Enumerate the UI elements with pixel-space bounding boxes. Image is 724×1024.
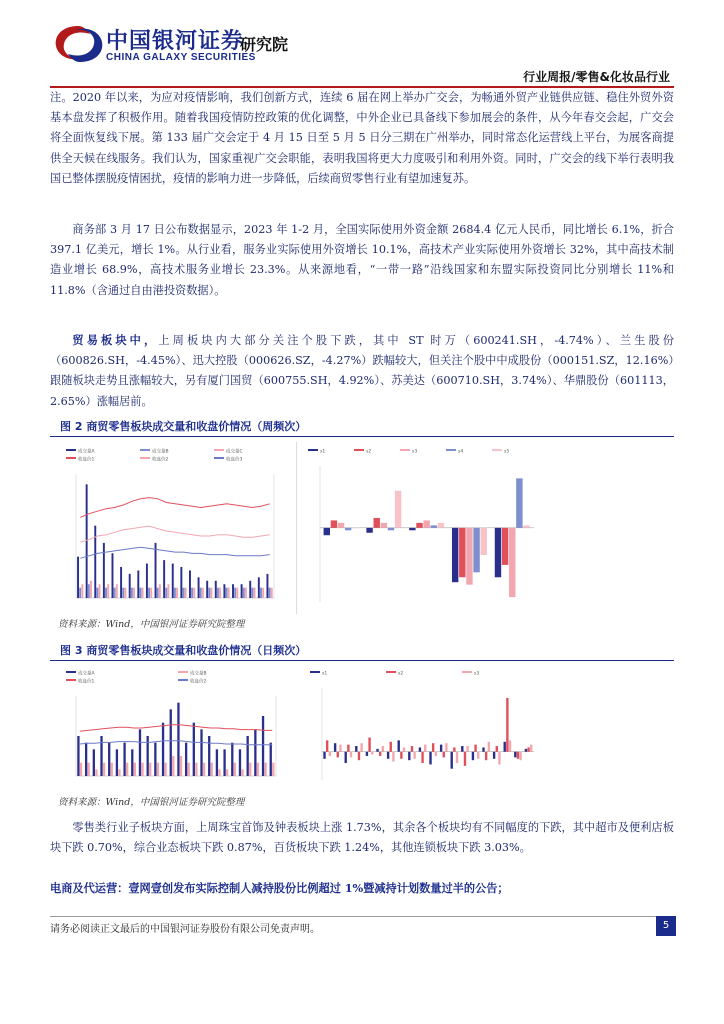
institute-name: 研究院 [240, 35, 289, 54]
volume-bar [193, 723, 195, 776]
volume-bar [226, 769, 228, 776]
volume-bar [269, 588, 271, 598]
paragraph-foreign-investment: 商务部 3 月 17 日公布数据显示，2023 年 1-2 月，全国实际使用外资金额 2684.4 亿元人民币，同比增长 6.1%，折合 397.1 亿美元，增长 1%。从行业看，服务业实际使用外资增长 10.1%，高技术产业实际使用外资增长 32%，其中高技术制造业增长 68.9%，高技术服务业增长 23.3%。从来源地看，“一带一路”沿线国家和东盟实际投资同比分别增长 11%和 11.8%（含通过自由港投资数据）。 [50, 223, 674, 297]
volume-bar [155, 543, 157, 598]
volume-bar [118, 769, 120, 776]
change-bar [482, 747, 484, 751]
legend-label: s4 [458, 449, 464, 455]
volume-bar [203, 763, 205, 776]
change-bar [451, 752, 453, 769]
change-bar [337, 752, 339, 758]
change-bar [466, 528, 472, 585]
change-bar [509, 528, 515, 597]
change-bar [360, 743, 362, 751]
volume-bar [80, 763, 82, 776]
legend-label: s1 [320, 449, 326, 455]
volume-bar [241, 584, 243, 598]
volume-bar [81, 584, 83, 598]
figure-3-rule [50, 660, 674, 661]
volume-bar [260, 588, 262, 598]
change-bar [379, 752, 381, 756]
volume-bar [174, 588, 176, 598]
volume-bar [131, 588, 133, 598]
volume-bar [107, 584, 109, 598]
volume-bar [93, 749, 95, 776]
change-bar [473, 528, 479, 573]
paragraph-trade-sector [50, 330, 674, 412]
change-bar [452, 528, 458, 582]
change-bar [388, 528, 394, 530]
change-bar [345, 752, 347, 763]
figure-3-volume-price-chart [60, 664, 294, 792]
legend-label: 收盘价2 [152, 457, 169, 463]
volume-bar [165, 588, 167, 598]
volume-bar [150, 588, 152, 598]
price-line [80, 498, 269, 518]
change-bar [472, 752, 474, 760]
volume-bar [157, 588, 159, 598]
change-bar [350, 752, 352, 758]
volume-bar [126, 763, 128, 776]
volume-bar [105, 588, 107, 598]
change-bar [323, 752, 325, 759]
volume-bar [96, 588, 98, 598]
change-bar [443, 752, 445, 758]
volume-bar [191, 588, 193, 598]
change-bar [485, 752, 487, 760]
change-bar [496, 746, 498, 752]
volume-bar [232, 584, 234, 598]
change-bar [453, 747, 455, 751]
volume-bar [217, 588, 219, 598]
legend-label: s5 [504, 449, 510, 455]
volume-bar [95, 769, 97, 776]
trade-sector-lead: 贸易板块中， [72, 333, 159, 347]
volume-bar [193, 588, 195, 598]
volume-bar [159, 584, 161, 598]
volume-bar [226, 588, 228, 598]
volume-bar [180, 567, 182, 598]
price-line [80, 547, 269, 558]
figure-2-sector-change-chart [302, 442, 542, 614]
change-bar [403, 747, 405, 751]
volume-bar [111, 763, 113, 776]
figure-2-rule [50, 436, 674, 437]
volume-bar [211, 763, 213, 776]
footer-disclaimer: 请务必阅读正文最后的中国银河证券股份有限公司免责声明。 [50, 924, 320, 935]
volume-bar [234, 763, 236, 776]
volume-bar [202, 588, 204, 598]
change-bar [358, 752, 360, 760]
volume-bar [271, 588, 273, 598]
change-bar [488, 742, 490, 752]
volume-bar [183, 588, 185, 598]
change-bar [326, 740, 328, 751]
change-bar [371, 752, 373, 755]
volume-bar [112, 553, 114, 598]
legend-label: s2 [366, 449, 372, 455]
volume-bar [129, 574, 131, 598]
change-bar [502, 528, 508, 565]
volume-bar [116, 749, 118, 776]
change-bar [506, 698, 508, 752]
legend-label: s3 [412, 449, 418, 455]
change-bar [398, 740, 400, 751]
change-bar [530, 745, 532, 752]
volume-bar [215, 581, 217, 598]
change-bar [481, 528, 487, 555]
change-bar [527, 747, 529, 751]
volume-bar [262, 588, 264, 598]
change-bar [419, 747, 421, 751]
change-bar [517, 752, 519, 759]
legend-label: 成交量C [226, 449, 243, 455]
change-bar [345, 528, 351, 530]
change-bar [424, 745, 426, 752]
price-line [80, 725, 272, 731]
change-bar [456, 752, 458, 763]
volume-bar [164, 763, 166, 776]
legend-label: 收盘价2 [190, 679, 207, 685]
volume-bar [211, 588, 213, 598]
change-bar [400, 752, 402, 759]
change-bar [432, 743, 434, 751]
change-bar [461, 746, 463, 752]
change-bar [495, 528, 501, 577]
change-bar [334, 743, 336, 751]
volume-bar [116, 584, 118, 598]
volume-bar [254, 729, 256, 776]
volume-bar [88, 584, 90, 598]
volume-bar [167, 584, 169, 598]
report-type: 行业周报/零售&化妆品行业 [523, 70, 670, 84]
change-bar [459, 528, 465, 577]
volume-bar [79, 588, 81, 598]
volume-bar [172, 756, 174, 776]
change-bar [329, 752, 331, 756]
volume-bar [149, 763, 151, 776]
volume-bar [77, 557, 79, 598]
volume-bar [163, 560, 165, 598]
volume-bar [172, 564, 174, 598]
paragraph-canton-fair: 注。2020 年以来，为应对疫情影响，我们创新方式，连续 6 届在网上举办广交会，为畅通外贸产业链供应链、稳住外贸外资基本盘发挥了积极作用。随着我国疫情防控政策的优化调整，中外企业已具备线下参加展会的条件，从今年春交会起，广交会将全面恢复线下展。第 133 届广交会定于 4 月 15 日至 5 月 5 日分三期在广州举办，同时常态化运营线上平台，为展客商提供全天候在线服务。我们认为，国家重视广交会职能，表明我国将更大力度吸引和利用外资。同时，广交会的线下举行表明我国已整体摆脱疫情困扰，疫情的影响力进一步降低，后续商贸零售行业有望加速复苏。 [50, 91, 674, 185]
volume-bar [247, 736, 249, 776]
volume-bar [218, 769, 220, 776]
volume-bar [114, 588, 116, 598]
legend-label: 成交量A [78, 449, 95, 455]
change-bar [387, 752, 389, 759]
figure-2-title: 图 2 商贸零售板块成交量和收盘价情况（周频次） [60, 420, 307, 433]
change-bar [416, 523, 422, 528]
volume-bar [180, 756, 182, 776]
volume-bar [185, 743, 187, 776]
volume-bar [177, 703, 179, 776]
change-bar [413, 752, 415, 759]
legend-label: 成交量B [152, 449, 169, 455]
change-bar [381, 523, 387, 528]
change-bar [474, 745, 476, 752]
change-bar [519, 752, 521, 760]
change-bar [408, 752, 410, 760]
change-bar [390, 742, 392, 752]
volume-bar [170, 709, 172, 776]
legend-label: s3 [474, 671, 480, 677]
volume-bar [219, 588, 221, 598]
volume-bar [264, 763, 266, 776]
volume-bar [195, 763, 197, 776]
change-bar [509, 740, 511, 751]
volume-bar [223, 749, 225, 776]
volume-bar [90, 581, 92, 598]
volume-bar [77, 736, 79, 776]
logo-english-name: CHINA GALAXY SECURITIES [106, 52, 256, 63]
trade-sector-text: 上周板块内大部分关注个股下跌，其中 ST 时万（600241.SH，-4.74%）、兰生股份（600826.SH，-4.45%）、迅大控股（000626.SZ，-4.27%）跌幅较大，但关注个股中中成股份（000151.SZ，12.16%）跟随板块走势且涨幅较大，另有厦门国贸（600755.SH，4.92%）、苏美达（600710.SH，3.74%）、华鼎股份（601113，2.65%）涨幅居前。 [50, 334, 674, 408]
volume-bar [200, 588, 202, 598]
change-bar [516, 478, 522, 527]
change-bar [504, 742, 506, 752]
change-bar [498, 752, 500, 765]
volume-bar [270, 743, 272, 776]
volume-bar [200, 729, 202, 776]
change-bar [438, 523, 444, 528]
legend-label: s2 [398, 671, 404, 677]
volume-bar [157, 763, 159, 776]
change-bar [395, 491, 401, 528]
change-bar [466, 746, 468, 752]
change-bar [477, 752, 479, 759]
volume-bar [216, 749, 218, 776]
figure-2-separator [296, 442, 297, 614]
change-bar [429, 752, 431, 765]
volume-bar [258, 577, 260, 598]
volume-bar [228, 588, 230, 598]
volume-bar [142, 588, 144, 598]
volume-bar [88, 763, 90, 776]
change-bar [423, 520, 429, 527]
volume-bar [176, 588, 178, 598]
volume-bar [189, 570, 191, 598]
volume-bar [208, 588, 210, 598]
volume-bar [243, 588, 245, 598]
paragraph-ecommerce-heading: 电商及代运营：壹网壹创发布实际控制人减持股份比例超过 1%暨减持计划数量过半的公告； [50, 881, 509, 895]
volume-bar [206, 581, 208, 598]
change-bar [493, 752, 495, 759]
volume-bar [245, 588, 247, 598]
change-bar [374, 518, 380, 528]
change-bar [445, 743, 447, 751]
change-bar [382, 746, 384, 752]
volume-bar [257, 763, 259, 776]
legend-label: 收盘价3 [226, 457, 243, 463]
change-bar [440, 745, 442, 752]
volume-bar [85, 743, 87, 776]
price-line [80, 526, 269, 542]
volume-bar [146, 564, 148, 598]
volume-bar [134, 763, 136, 776]
change-bar [324, 528, 330, 535]
page-header [0, 0, 724, 90]
volume-bar [141, 763, 143, 776]
volume-bar [154, 743, 156, 776]
change-bar [366, 528, 372, 533]
volume-bar [254, 588, 256, 598]
change-bar [347, 745, 349, 752]
change-bar [355, 746, 357, 752]
volume-bar [198, 577, 200, 598]
volume-bar [272, 763, 274, 776]
change-bar [338, 523, 344, 528]
volume-bar [86, 484, 88, 598]
volume-bar [223, 584, 225, 598]
volume-bar [122, 588, 124, 598]
volume-bar [103, 543, 105, 598]
change-bar [392, 752, 394, 762]
figure-2-volume-price-chart [60, 442, 292, 614]
volume-bar [108, 743, 110, 776]
change-bar [525, 749, 527, 752]
galaxy-logo-icon [50, 22, 106, 66]
change-bar [331, 520, 337, 527]
volume-bar [188, 763, 190, 776]
change-bar [411, 746, 413, 752]
legend-label: s1 [322, 671, 328, 677]
volume-bar [249, 763, 251, 776]
change-bar [352, 528, 358, 529]
volume-bar [231, 743, 233, 776]
change-bar [431, 525, 437, 527]
volume-bar [266, 574, 268, 598]
volume-bar [139, 729, 141, 776]
volume-bar [241, 769, 243, 776]
legend-label: 收盘价1 [78, 679, 95, 685]
logo-chinese-name: 中国银河证券 [106, 29, 245, 54]
volume-bar [208, 736, 210, 776]
volume-bar [185, 588, 187, 598]
page-number: 5 [656, 916, 676, 936]
volume-bar [123, 743, 125, 776]
volume-bar [120, 567, 122, 598]
change-bar [464, 752, 466, 766]
change-bar [523, 525, 529, 527]
volume-bar [131, 749, 133, 776]
change-bar [514, 752, 516, 758]
paragraph-retail-subsectors: 零售类行业子板块方面，上周珠宝首饰及钟表板块上涨 1.73%，其余各个板块均有不同幅度的下跌，其中超市及便利店板块下跌 0.70%，综合业态板块下跌 0.87%，百货板块下跌 1.24%，其他连锁板块下跌 3.03%。 [50, 821, 674, 855]
footer-divider [50, 916, 674, 917]
legend-label: 成交量A [78, 671, 95, 677]
figure-3-title: 图 3 商贸零售板块成交量和收盘价情况（日频次） [60, 644, 307, 657]
volume-bar [236, 588, 238, 598]
change-bar [339, 745, 341, 752]
volume-bar [103, 763, 105, 776]
volume-bar [251, 588, 253, 598]
volume-bar [239, 749, 241, 776]
change-bar [421, 752, 423, 763]
volume-bar [148, 588, 150, 598]
volume-bar [249, 581, 251, 598]
figure-2-source: 资料来源：Wind，中国银河证券研究院整理 [58, 619, 245, 630]
change-bar [435, 752, 437, 756]
volume-bar [234, 588, 236, 598]
change-bar [368, 738, 370, 752]
volume-bar [139, 588, 141, 598]
change-bar [409, 528, 415, 530]
volume-bar [262, 716, 264, 776]
change-bar [366, 752, 368, 756]
change-bar [376, 749, 378, 752]
figure-3-sector-change-chart [304, 664, 542, 792]
legend-label: 成交量B [190, 671, 207, 677]
volume-bar [99, 584, 101, 598]
volume-bar [124, 588, 126, 598]
volume-bar [137, 570, 139, 598]
figure-3-source: 资料来源：Wind，中国银河证券研究院整理 [58, 797, 245, 808]
volume-bar [162, 723, 164, 776]
legend-label: 收盘价1 [78, 457, 95, 463]
volume-bar [133, 588, 135, 598]
